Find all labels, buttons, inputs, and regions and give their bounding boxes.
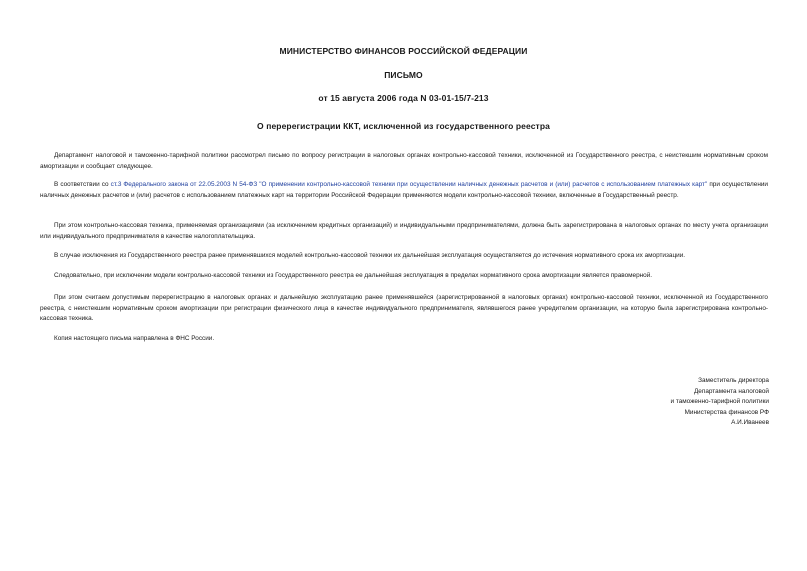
date-number: от 15 августа 2006 года N 03-01-15/7-213 [318, 93, 489, 103]
subject-title: О перерегистрации ККТ, исключенной из государственного реестра [257, 121, 550, 131]
signer-position: Заместитель директора [698, 377, 769, 384]
ministry-heading: МИНИСТЕРСТВО ФИНАНСОВ РОССИЙСКОЙ ФЕДЕРАЦИИ [279, 46, 528, 56]
federal-law-link[interactable]: ст.3 Федерального закона от 22.05.2003 N 54-ФЗ "О применении контрольно-кассовой техники при осуществлении наличных денежных расчетов и (или) расчетов с использованием платежных карт" [110, 181, 708, 188]
signer-ministry: Министерства финансов РФ [684, 408, 769, 416]
paragraph-5: Следовательно, при исключении модели контрольно-кассовой техники из Государственного реестра ее дальнейшая эксплуатация в пределах нормативного срока амортизации является правомерной. [54, 272, 653, 279]
signer-department-cont: и таможенно-тарифной политики [670, 398, 769, 405]
paragraph-2 [40, 180, 768, 201]
paragraph-3: При этом контрольно-кассовая техника, применяемая организациями (за исключением кредитных организаций) и индивидуальными предпринимателями, должна быть зарегистрирована в налоговых органах по месту учета организации или индивидуального предпринимателя в качестве налогоплательщика. [40, 222, 768, 240]
signer-department: Департамента налоговой [693, 387, 769, 395]
signer-name: А.И.Иванеев [731, 419, 769, 426]
paragraph-2-rest: при осуществлении наличных денежных расчетов и (или) расчетов с использованием платежных карт на территории Российской Федерации применяются модели контрольно-кассовой техники, включенные в Государственный реестр. [40, 181, 768, 199]
paragraph-7: Копия настоящего письма направлена в ФНС России. [54, 335, 215, 342]
document-type: ПИСЬМО [384, 70, 423, 80]
paragraph-2-intro: В соответствии со [54, 181, 111, 188]
signature-block [671, 376, 769, 429]
paragraph-1: Департамент налоговой и таможенно-тарифной политики рассмотрел письмо по вопросу регистрации в налоговых органах контрольно-кассовой техники, исключенной из Государственного реестра, с неистекшим нормативным сроком амортизации и сообщает следующее. [40, 152, 768, 170]
paragraph-4: В случае исключения из Государственного реестра ранее применявшихся моделей контрольно-кассовой техники их дальнейшая эксплуатация осуществляется до истечения нормативного срока их амортизации. [54, 252, 686, 259]
paragraph-6: При этом считаем допустимым перерегистрацию в налоговых органах и дальнейшую эксплуатацию ранее применявшейся (зарегистрированной в налоговых органах) контрольно-кассовой техники, исключенной из Государственного реестра, с неистекшим нормативным сроком амортизации при регистрации физического лица в качестве индивидуального предпринимателя, являвшегося ранее учредителем организации, на которую была зарегистрирована контрольно-кассовая техника. [40, 294, 768, 322]
